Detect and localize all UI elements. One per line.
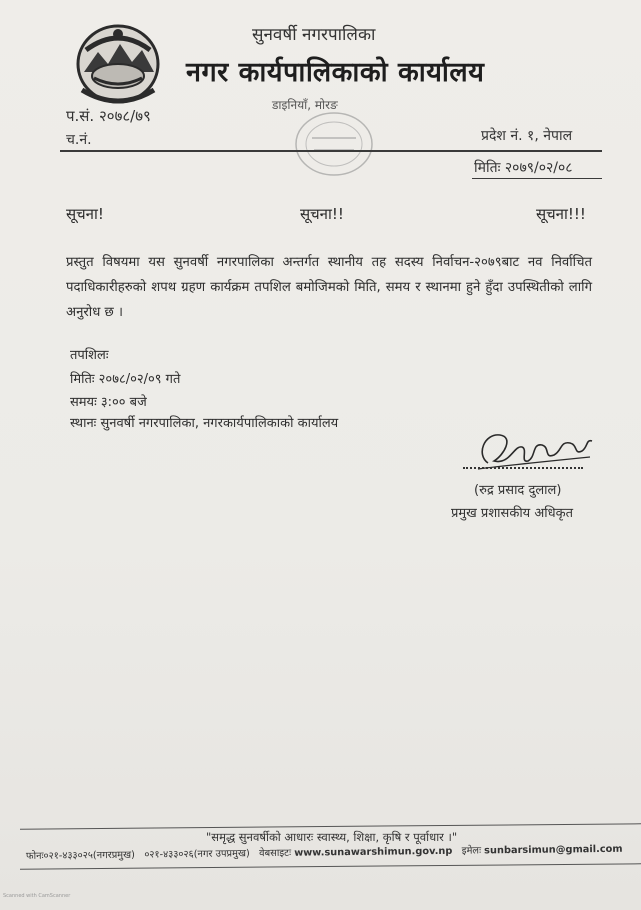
scanner-watermark: Scanned with CamScanner: [3, 893, 71, 899]
date-underline: [472, 178, 602, 179]
website-label: वेबसाइटः: [259, 847, 292, 860]
event-date: मितिः २०७८/०२/०९ गते: [70, 372, 181, 387]
website-link[interactable]: www.sunawarshimun.gov.np: [294, 845, 453, 859]
email-label: इमेलः: [461, 845, 482, 857]
office-stamp-icon: [292, 108, 376, 180]
notice-heading-left: सूचना!: [66, 205, 104, 223]
phone-deputy-mayor: ०२१-४३३०२६(नगर उपप्रमुख): [144, 848, 250, 861]
header-divider: [60, 150, 602, 152]
notice-body: प्रस्तुत विषयमा यस सुनवर्षी नगरपालिका अन्तर्गत स्थानीय तह सदस्य निर्वाचन-२०७९बाट नव निर्वाचित पदाधिकारीहरुको शपथ ग्रहण कार्यक्रम तपशिल बमोजिमको मिति, समय र स्थानमा हुने हुँदा उपस्थितीको लागि अनुरोध छ ।: [66, 255, 592, 320]
signature-line: [463, 467, 583, 469]
notice-heading-center: सूचना!!: [300, 205, 344, 223]
fiscal-year-reference: प.सं. २०७८/७९: [66, 107, 151, 125]
event-venue: स्थानः सुनवर्षी नगरपालिका, नगरकार्यपालिकाको कार्यालय: [70, 416, 339, 431]
signatory-name: (रुद्र प्रसाद दुलाल): [474, 483, 562, 498]
event-time: समयः ३:०० बजे: [70, 395, 147, 410]
footer-slogan: "समृद्ध सुनवर्षीको आधारः स्वास्थ्य, शिक्षा, कृषि र पूर्वाधार ।": [206, 830, 458, 844]
details-heading: तपशिलः: [70, 348, 109, 363]
email-link[interactable]: sunbarsimun@gmail.com: [484, 843, 623, 857]
signatory-title: प्रमुख प्रशासकीय अधिकृत: [451, 506, 574, 521]
nepal-government-emblem-icon: [72, 20, 164, 106]
dispatch-number: च.नं.: [66, 132, 92, 148]
office-address: डाइनियाँ, मोरङ: [272, 98, 338, 112]
footer-divider-top: [20, 823, 641, 829]
footer-divider-bottom: [20, 863, 641, 869]
notice-heading-right: सूचना!!!: [536, 205, 586, 223]
office-title: नगर कार्यपालिकाको कार्यालय: [186, 57, 485, 88]
footer-contacts: [26, 842, 623, 862]
municipality-name: सुनवर्षी नगरपालिका: [252, 25, 376, 45]
letter-date: मितिः २०७९/०२/०८: [474, 160, 573, 176]
phone-mayor: फोनः०२१-४३३०२५(नगरप्रमुख): [25, 849, 136, 862]
province-line: प्रदेश नं. १, नेपाल: [481, 128, 573, 144]
